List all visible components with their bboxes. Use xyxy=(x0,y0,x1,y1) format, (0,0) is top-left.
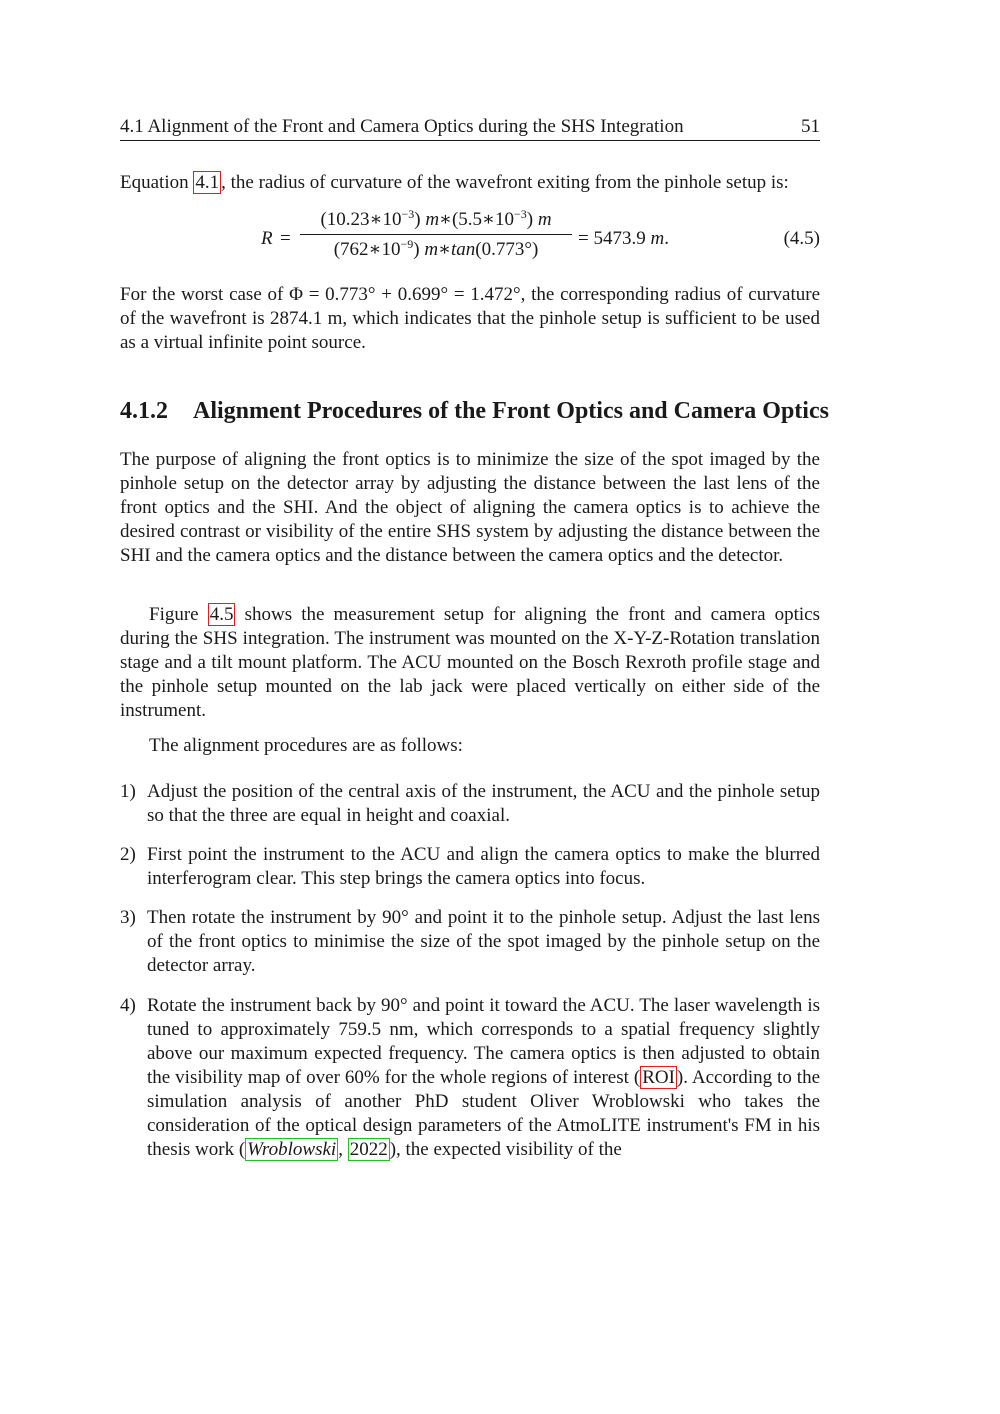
list-item xyxy=(120,780,820,828)
list-marker: 3) xyxy=(120,907,136,928)
running-header xyxy=(120,114,820,141)
intro-prefix: Equation xyxy=(120,172,194,193)
list-item-text: Adjust the position of the central axis of the instrument, the ACU and the pinhole setup so that the three are equal in height and coaxial. xyxy=(147,781,820,826)
intro-suffix: , the radius of curvature of the wavefront exiting from the pinhole setup is: xyxy=(221,172,789,193)
section-number: 4.1.2 xyxy=(120,398,168,424)
purpose-paragraph: The purpose of aligning the front optics is to minimize the size of the spot imaged by the pinhole setup on the detector array by adjusting the distance between the last lens of the front optics and the SHI. And the object of aligning the camera optics is to achieve the desired contrast or visibility of the entire SHS system by adjusting the distance between the SHI and the camera optics and the distance between the camera optics and the detector. xyxy=(120,449,820,566)
equation-fraction xyxy=(300,206,572,263)
procedures-intro: The alignment procedures are as follows: xyxy=(149,735,463,756)
equation-lhs: R xyxy=(261,228,273,249)
list-item xyxy=(120,906,820,978)
equation-4-5 xyxy=(120,206,820,272)
list-item-text: First point the instrument to the ACU and align the camera optics to make the blurred interferogram clear. This step brings the camera optics into focus. xyxy=(147,844,820,889)
list-item xyxy=(120,843,820,891)
equation-rhs: = 5473.9 m. xyxy=(578,228,669,249)
list-item-text: Then rotate the instrument by 90° and point it to the pinhole setup. Adjust the last lens of the front optics to minimise the size of the spot imaged by the pinhole setup on the detector array. xyxy=(147,907,820,976)
running-header-title: 4.1 Alignment of the Front and Camera Optics during the SHS Integration xyxy=(120,116,684,137)
list-marker: 4) xyxy=(120,995,136,1016)
equation-equals: = xyxy=(280,228,291,249)
worst-case-paragraph: For the worst case of Φ = 0.773° + 0.699° = 1.472°, the corresponding radius of curvature of the wavefront is 2874.1 m, which indicates that the pinhole setup is sufficient to be used as a virtual infinite point source. xyxy=(120,284,820,353)
citation-author-link[interactable]: Wroblowski xyxy=(247,1139,337,1160)
section-title: Alignment Procedures of the Front Optics and Camera Optics xyxy=(193,398,829,424)
section-heading xyxy=(120,396,829,426)
figure-paragraph: Figure 4.5 shows the measurement setup for aligning the front and camera optics during the SHS integration. The instrument was mounted on the X-Y-Z-Rotation translation stage and a tilt mount platform. The ACU mounted on the Bosch Rexroth profile stage and the pinhole setup mounted on the lab jack were placed vertically on either side of the instrument. xyxy=(120,604,820,721)
page-number: 51 xyxy=(801,116,820,137)
list-marker: 1) xyxy=(120,781,136,802)
list-marker: 2) xyxy=(120,844,136,865)
equation-denominator: $(762∗10^{-9})$ m∗tan(0.773°) xyxy=(333,237,539,260)
list-item xyxy=(120,994,820,1162)
equation-number: (4.5) xyxy=(783,228,820,249)
figure-ref-link[interactable]: 4.5 xyxy=(209,604,234,625)
citation-year-link[interactable]: 2022 xyxy=(349,1139,388,1160)
intro-paragraph xyxy=(120,171,820,195)
roi-acronym-link[interactable]: ROI xyxy=(642,1067,675,1088)
list-item-text: Rotate the instrument back by 90° and point it toward the ACU. The laser wavelength is tuned to approximately 759.5 nm, which corresponds to a spatial frequency slightly above our maximum expected frequency. The camera optics is then adjusted to obtain the visibility map of over 60% for the whole regions of interest ( ROI ). According to the simulation analysis of another PhD student Oliver Wroblowski who takes the consideration of the optical design parameters of the AtmoLITE instrument's FM in his thesis work ( Wroblowski , 2022 ), the expected visibility of the xyxy=(147,995,821,1160)
equation-ref-link[interactable]: 4.1 xyxy=(195,172,220,193)
page xyxy=(120,0,829,1414)
equation-numerator: $(10.23∗10^{-3})$ $m∗(5.5∗10^{-3})$ m xyxy=(300,206,572,235)
